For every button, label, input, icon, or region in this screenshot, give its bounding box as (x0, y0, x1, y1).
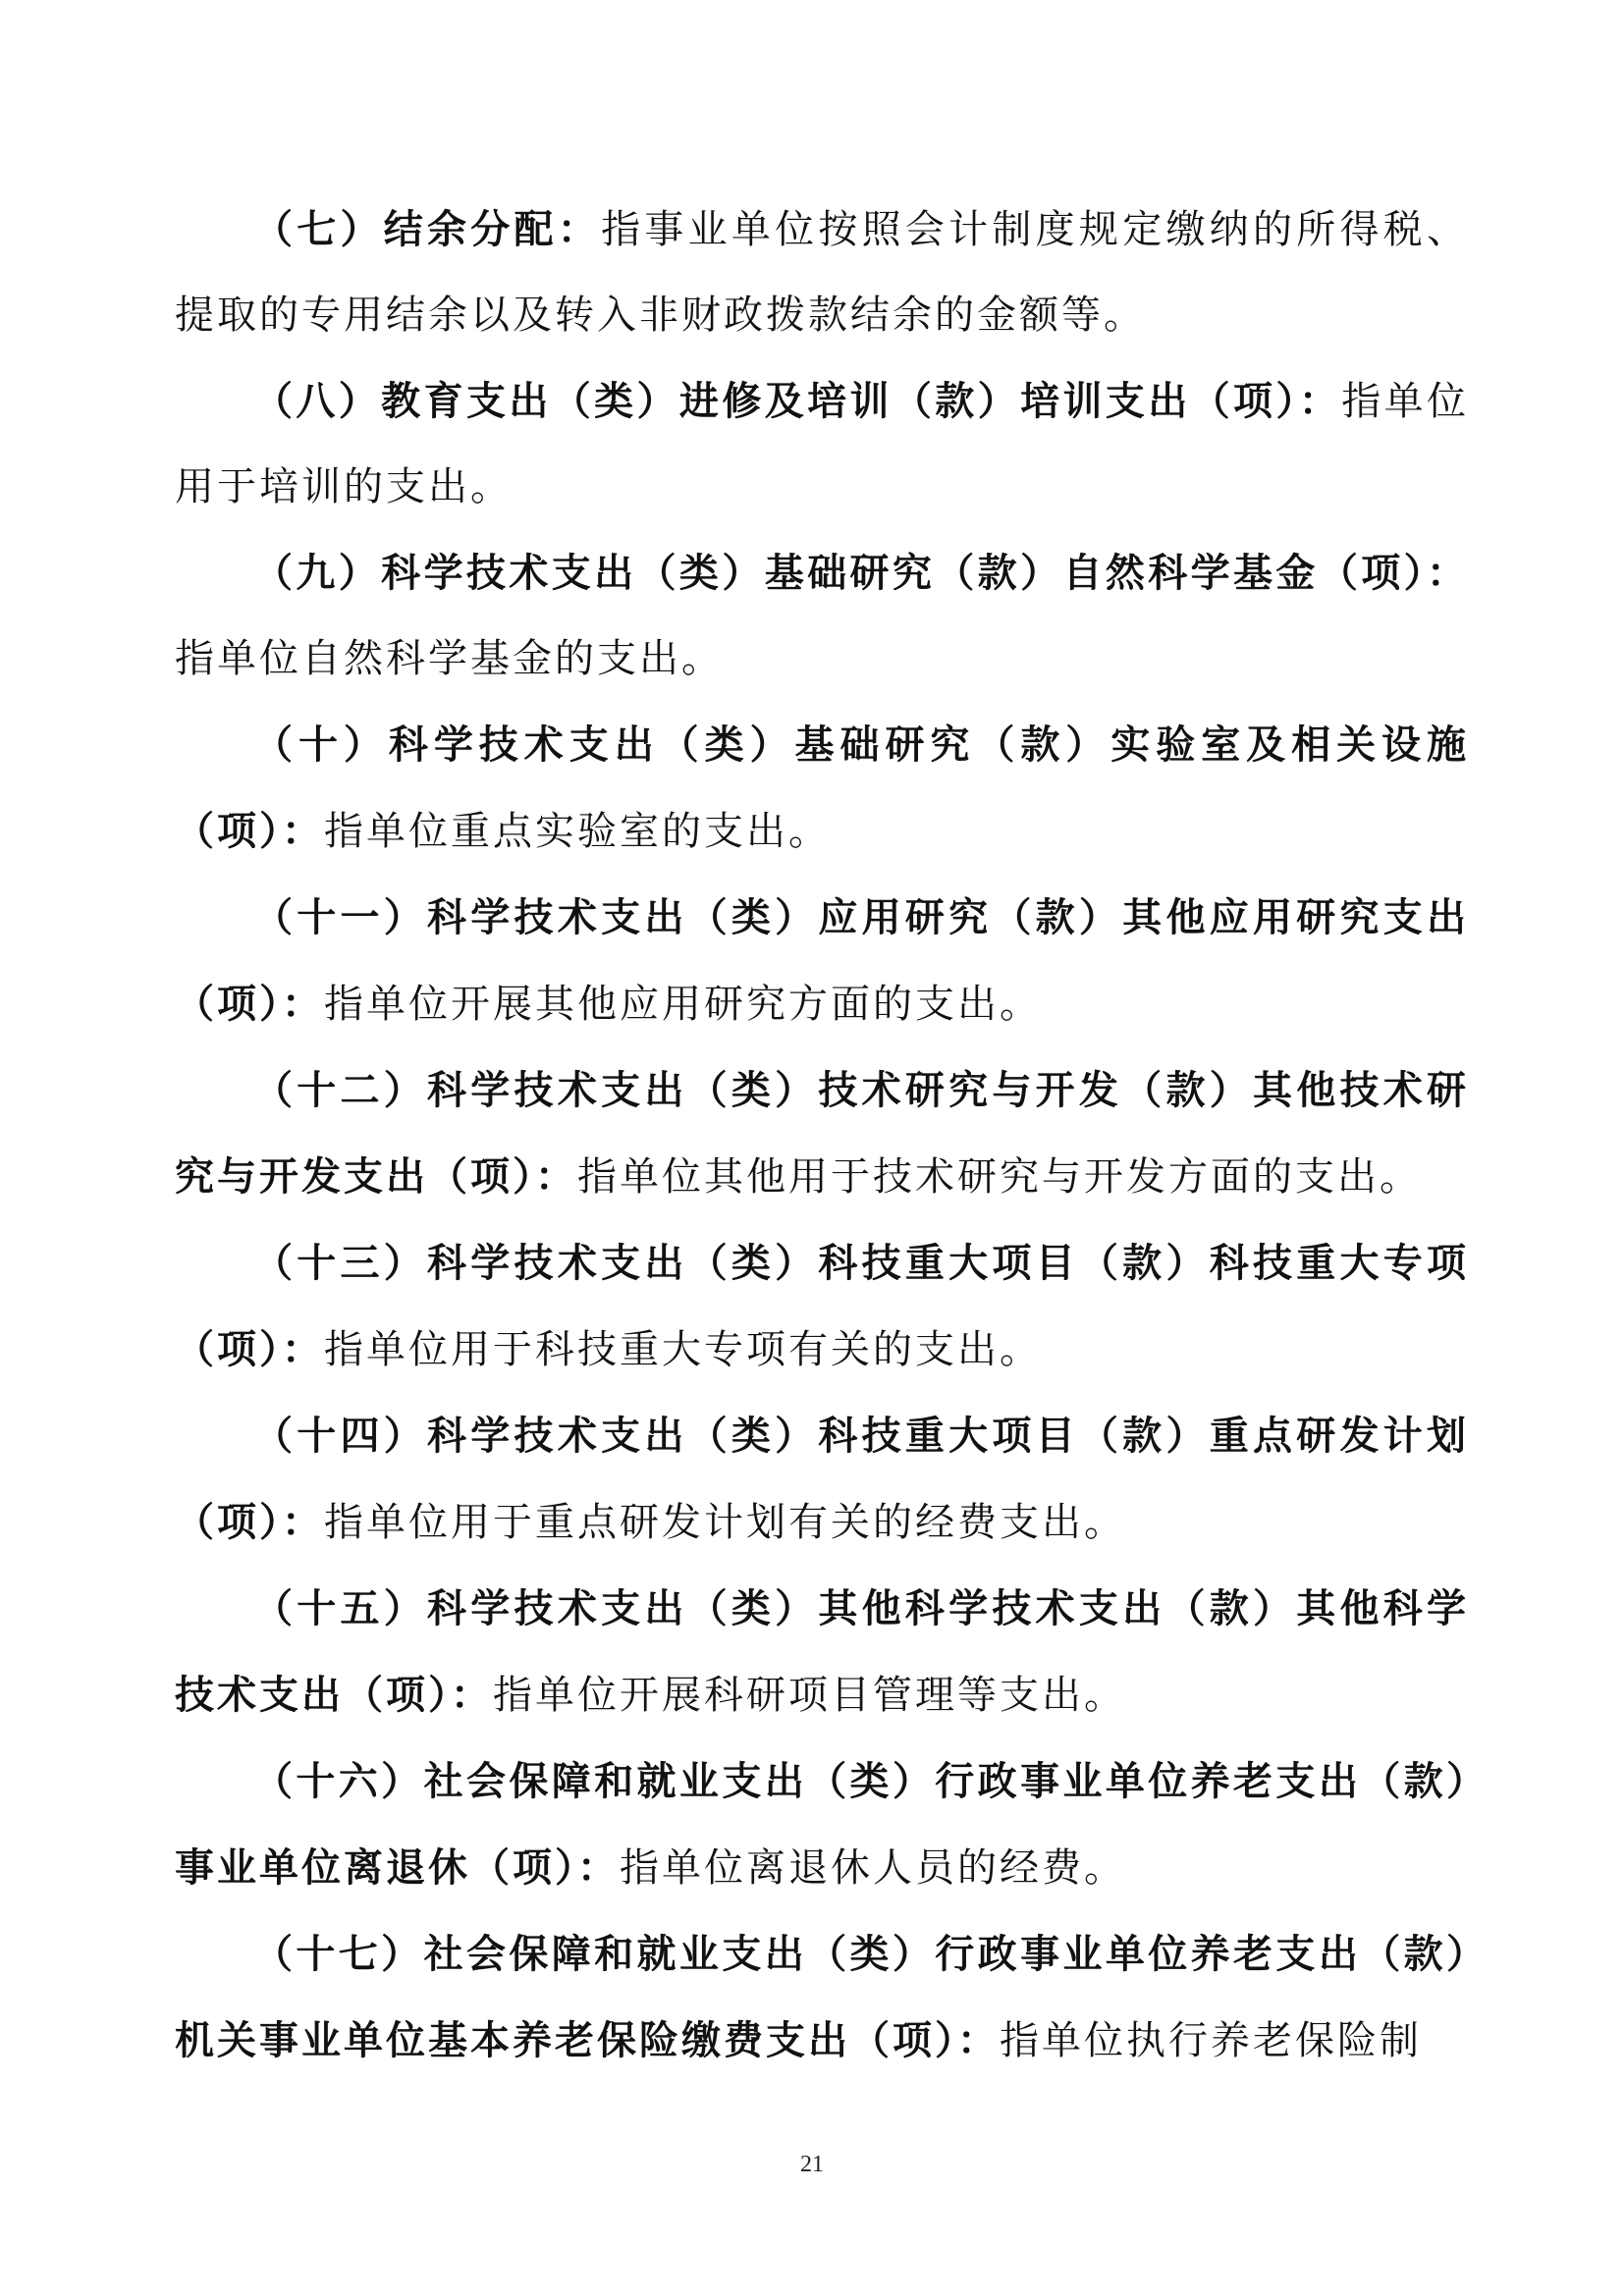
paragraph-term: （十二）科学技术支出（类）技术研究与开发（款）其他技术研究与开发支出（项）： (175, 1067, 1469, 1200)
paragraph-term: （十四）科学技术支出（类）科技重大项目（款）重点研发计划（项）： (175, 1413, 1469, 1545)
paragraph-term: （九）科学技术支出（类）基础研究（款）自然科学基金（项）： (253, 550, 1469, 596)
paragraph-7 (175, 187, 1469, 358)
paragraph-text: 指单位自然科学基金的支出。 (175, 636, 724, 681)
paragraph-term: （十七）社会保障和就业支出（类）行政事业单位养老支出（款）机关事业单位基本养老保险缴费支出（项）： (175, 1931, 1469, 2063)
paragraph-term: （十一）科学技术支出（类）应用研究（款）其他应用研究支出（项）： (175, 894, 1469, 1027)
paragraph-10 (175, 702, 1469, 875)
paragraph-text: 指单位开展科研项目管理等支出。 (493, 1673, 1126, 1718)
paragraph-term: （十六）社会保障和就业支出（类）行政事业单位养老支出（款）事业单位离退休（项）： (175, 1758, 1469, 1891)
paragraph-text: 指单位其他用于技术研究与开发方面的支出。 (577, 1154, 1422, 1200)
paragraph-text: 指单位用于培训的支出。 (175, 379, 1470, 509)
paragraph-16 (175, 1738, 1469, 1911)
paragraph-term: （八）教育支出（类）进修及培训（款）培训支出（项）： (253, 378, 1342, 424)
paragraph-term: （十三）科学技术支出（类）科技重大项目（款）科技重大专项（项）： (175, 1240, 1469, 1372)
paragraph-8 (175, 358, 1469, 530)
paragraph-13 (175, 1220, 1469, 1393)
paragraph-text: 指单位用于科技重大专项有关的支出。 (324, 1327, 1042, 1372)
page-number: 21 (800, 2152, 824, 2177)
paragraph-14 (175, 1393, 1469, 1566)
paragraph-12 (175, 1047, 1469, 1220)
paragraph-text: 指单位执行养老保险制 (1000, 2018, 1422, 2063)
paragraph-17 (175, 1911, 1469, 2084)
paragraph-text: 指单位开展其他应用研究方面的支出。 (324, 982, 1042, 1027)
paragraph-term: （十）科学技术支出（类）基础研究（款）实验室及相关设施（项）： (175, 721, 1469, 854)
paragraph-9 (175, 530, 1469, 702)
document-body (175, 187, 1469, 2084)
paragraph-15 (175, 1566, 1469, 1738)
paragraph-11 (175, 875, 1469, 1047)
paragraph-text: 指单位用于重点研发计划有关的经费支出。 (324, 1500, 1126, 1545)
paragraph-term: （七）结余分配： (253, 206, 602, 252)
paragraph-text: 指单位离退休人员的经费。 (620, 1845, 1126, 1891)
paragraph-text: 指单位重点实验室的支出。 (324, 809, 831, 854)
paragraph-term: （十五）科学技术支出（类）其他科学技术支出（款）其他科学技术支出（项）： (175, 1585, 1469, 1718)
paragraph-text: 指事业单位按照会计制度规定缴纳的所得税、提取的专用结余以及转入非财政拨款结余的金额等。 (175, 207, 1470, 338)
